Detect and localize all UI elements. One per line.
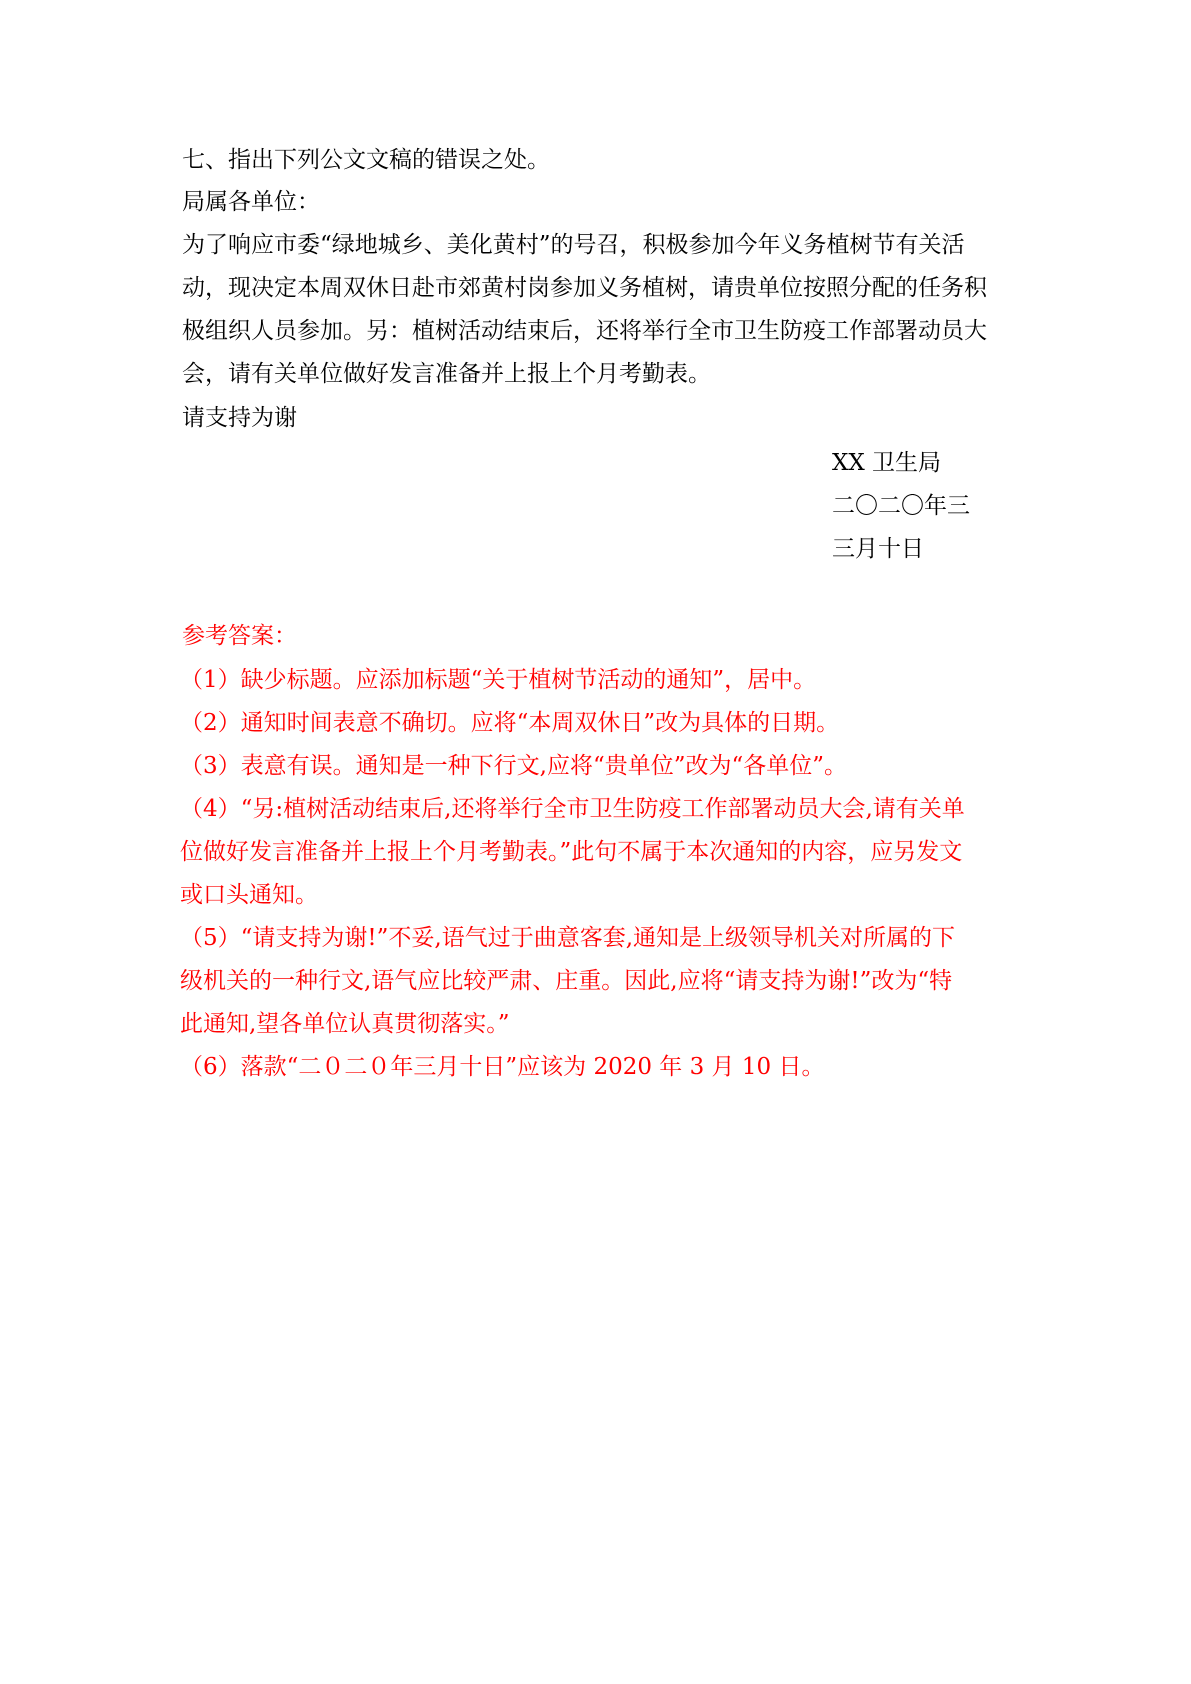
question-title: 七、指出下列公文文稿的错误之处。 (182, 147, 550, 173)
answer-line: 位做好发言准备并上报上个月考勤表。”此句不属于本次通知的内容，应另发文 (180, 839, 963, 865)
answer-line: 级机关的一种行文,语气应比较严肃、庄重。因此,应将“请支持为谢!”改为“特 (180, 968, 953, 994)
body-line: 极组织人员参加。另：植树活动结束后，还将举行全市卫生防疫工作部署动员大 (182, 318, 987, 344)
signature-date-line: 二〇二〇年三 (832, 493, 970, 519)
answer-line: （5）“请支持为谢!”不妥,语气过于曲意客套,通知是上级领导机关对所属的下 (180, 925, 956, 951)
answer-line: （2）通知时间表意不确切。应将“本周双休日”改为具体的日期。 (180, 710, 840, 736)
answer-line: 此通知,望各单位认真贯彻落实。” (180, 1011, 510, 1037)
signature-org: XX 卫生局 (832, 450, 942, 476)
answer-line: （3）表意有误。通知是一种下行文,应将“贵单位”改为“各单位”。 (180, 753, 847, 779)
answer-line: （1）缺少标题。应添加标题“关于植树节活动的通知”，居中。 (180, 667, 817, 693)
body-line: 会，请有关单位做好发言准备并上报上个月考勤表。 (182, 361, 711, 387)
salutation: 局属各单位： (182, 189, 320, 215)
answer-line: 或口头通知。 (180, 882, 318, 908)
body-line: 为了响应市委“绿地城乡、美化黄村”的号召，积极参加今年义务植树节有关活 (182, 232, 965, 258)
body-line: 动，现决定本周双休日赴市郊黄村岗参加义务植树，请贵单位按照分配的任务积 (182, 275, 987, 301)
answer-line: （4）“另:植树活动结束后,还将举行全市卫生防疫工作部署动员大会,请有关单 (180, 796, 965, 822)
closing-phrase: 请支持为谢 (182, 405, 297, 431)
signature-date-line: 三月十日 (832, 536, 924, 562)
answer-line: （6）落款“二０二０年三月十日”应该为 2020 年 3 月 10 日。 (180, 1054, 825, 1080)
answer-heading: 参考答案： (182, 623, 297, 649)
